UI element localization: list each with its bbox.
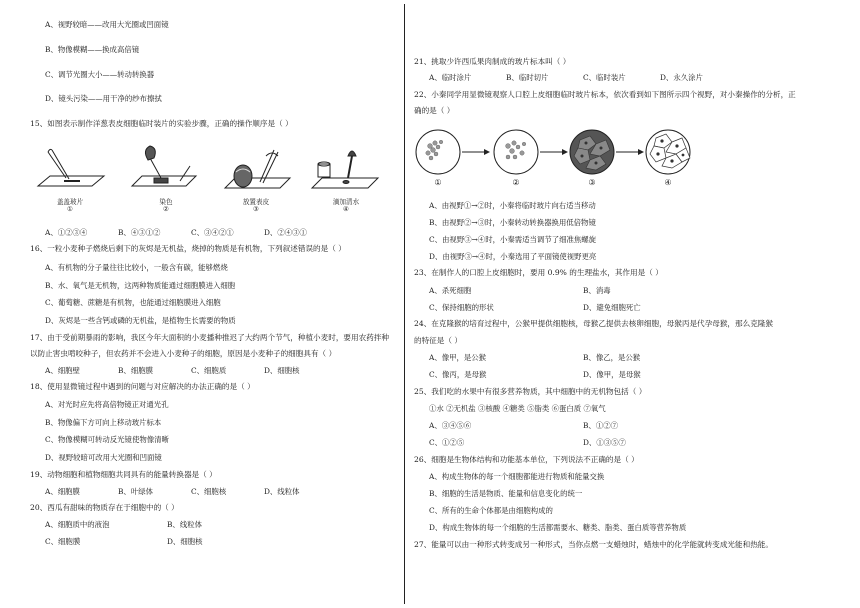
q23-option-d: D、避免细胞死亡 — [583, 303, 641, 312]
q15-option-d: D、②④③① — [264, 228, 307, 237]
q19-stem: 19、动物细胞和植物细胞共同具有的能量转换器是（ ） — [30, 470, 217, 479]
q24-option-b: B、像乙，是公猴 — [583, 353, 641, 362]
view-1 — [416, 130, 460, 174]
q21-option-a: A、临时涂片 — [429, 73, 472, 82]
q18-option-d: D、视野较暗可改用大光圈和凹面镜 — [45, 453, 162, 462]
q18-stem: 18、使用显微镜过程中遇到的问题与对应解决的办法正确的是（ ） — [30, 382, 255, 391]
q18-option-b: B、物像偏下方可向上移动玻片标本 — [45, 418, 162, 427]
q20-option-b: B、线粒体 — [167, 520, 202, 529]
q25-stem: 25、我们吃的水果中有很多营养物质，其中细胞中的无机物包括（ ） — [414, 387, 647, 396]
step-number-3: ③ — [253, 205, 259, 213]
q21-option-c: C、临时装片 — [583, 73, 626, 82]
q24-stem-line1: 24、在克隆猴的培育过程中，公猴甲提供细胞核，母猴乙提供去核卵细胞，母猴丙是代孕母猴，那么克隆猴 — [414, 319, 773, 328]
q26-option-b: B、细胞的生活是物质、能量和信息变化的统一 — [429, 489, 583, 498]
q26-option-c: C、所有的生命个体都是由细胞构成的 — [429, 506, 553, 515]
q14-option-b: B、物像模糊——换成高倍镜 — [45, 45, 140, 54]
q19-option-d: D、线粒体 — [264, 487, 300, 496]
q18-option-c: C、物像模糊可转动反光镜使物像清晰 — [45, 435, 169, 444]
q14-option-c: C、调节光圈大小——转动转换器 — [45, 70, 155, 79]
q17-option-c: C、细胞质 — [191, 366, 227, 375]
q17-option-b: B、细胞膜 — [118, 366, 153, 375]
view-4 — [646, 130, 690, 174]
adding-water-drawing — [312, 151, 378, 188]
q14-option-d: D、镜头污染——用干净的纱布擦拭 — [45, 94, 162, 103]
q21-option-d: D、永久涂片 — [660, 73, 703, 82]
q20-option-c: C、细胞膜 — [45, 537, 81, 546]
q20-stem: 20、西瓜有甜味的物质存在于细胞中的（ ） — [30, 503, 179, 512]
step-number-4: ④ — [343, 205, 349, 213]
q22-option-a: A、由视野①→②时，小秦将临时玻片向右适当移动 — [429, 201, 596, 210]
q21-option-b: B、临时切片 — [506, 73, 549, 82]
q17-stem-line1: 17、由于受前期暴雨的影响，我区今年大面积的小麦播种推迟了大约两个节气，种植小麦时，要用农药拌种 — [30, 333, 389, 342]
step-label-3: 放置表皮 — [242, 198, 270, 206]
q22-stem-line2: 确的是（ ） — [414, 106, 455, 115]
q22-option-d: D、由视野③→④时，小秦选用了平面镜使视野更亮 — [429, 252, 597, 261]
q24-stem-line2: 的特征是（ ） — [414, 336, 462, 345]
q23-stem: 23、在制作人的口腔上皮细胞时，要用 0.9% 的生理盐水，其作用是（ ） — [414, 268, 663, 277]
q20-option-a: A、细胞质中的液泡 — [45, 520, 110, 529]
q25-option-d: D、①③⑤⑦ — [583, 438, 626, 447]
q17-option-a: A、细胞壁 — [45, 366, 80, 375]
q26-stem: 26、细胞是生物体结构和功能基本单位，下列说法不正确的是（ ） — [414, 455, 639, 464]
view-number-1: ① — [434, 178, 442, 187]
left-column — [30, 0, 400, 608]
q14-option-a: A、视野较暗——改用大光圈或凹面镜 — [45, 20, 169, 29]
q23-option-a: A、杀死细胞 — [429, 286, 472, 295]
q16-stem: 16、一粒小麦种子燃烧后剩下的灰烬是无机盐，烧掉的物质是有机物，下列叙述错误的是（ ） — [30, 244, 346, 253]
q24-option-c: C、像丙，是母猴 — [429, 370, 487, 379]
q19-option-c: C、细胞核 — [191, 487, 227, 496]
q16-option-c: C、葡萄糖、蔗糖是有机物，也能通过细胞膜进入细胞 — [45, 298, 221, 307]
q22-stem-line1: 22、小秦同学用显微镜观察人口腔上皮细胞临时玻片标本，依次看到如下图所示四个视野，对小秦操作的分析，正 — [414, 90, 796, 99]
q21-stem: 21、挑取少许西瓜果肉制成的玻片标本叫（ ） — [414, 57, 571, 66]
step-number-2: ② — [163, 205, 169, 213]
q17-stem-line2: 以防止害虫啃咬种子，但农药并不会进入小麦种子的细胞，原因是小麦种子的细胞具有（ ） — [30, 349, 337, 358]
q15-option-a: A、①②③④ — [45, 228, 88, 237]
column-divider — [404, 4, 405, 604]
q25-option-a: A、③④⑤⑥ — [429, 421, 472, 430]
q19-option-a: A、细胞膜 — [45, 487, 80, 496]
view-number-4: ④ — [664, 178, 672, 187]
q17-option-d: D、细胞核 — [264, 366, 300, 375]
step-label-2: 染色 — [159, 198, 173, 206]
q16-option-b: B、水、氧气是无机物，这两种物质能通过细胞膜进入细胞 — [45, 281, 236, 290]
q25-items: ①水 ②无机盐 ③核酸 ④糖类 ⑤脂类 ⑥蛋白质 ⑦氧气 — [429, 404, 606, 413]
q15-option-b: B、④③①② — [118, 228, 161, 237]
placing-epidermis-drawing — [225, 150, 290, 188]
q26-option-d: D、构成生物体的每一个细胞的生活都需要水、糖类、脂类、蛋白质等营养物质 — [429, 523, 687, 532]
step-number-1: ① — [67, 205, 73, 213]
q24-option-a: A、像甲，是公猴 — [429, 353, 487, 362]
view-number-3: ③ — [588, 178, 596, 187]
staining-drawing — [132, 146, 196, 186]
step-label-4: 滴加清水 — [332, 198, 360, 206]
q23-option-c: C、保持细胞的形状 — [429, 303, 494, 312]
cover-slip-drawing — [38, 149, 104, 186]
q22-option-b: B、由视野②→③时，小秦转动转换器换用低倍物镜 — [429, 218, 596, 227]
q22-microscope-views — [414, 124, 834, 184]
right-column — [414, 0, 834, 608]
q26-option-a: A、构成生物体的每一个细胞都能进行物质和能量交换 — [429, 472, 605, 481]
view-number-2: ② — [512, 178, 520, 187]
q24-option-d: D、像甲，是母猴 — [583, 370, 641, 379]
q16-option-a: A、有机物的分子量往往比较小，一般含有碳，能够燃烧 — [45, 263, 228, 272]
q18-option-a: A、对光时应先将高倍物镜正对通光孔 — [45, 400, 169, 409]
q15-stem: 15、如图表示制作洋葱表皮细胞临时装片的实验步骤，正确的操作顺序是（ ） — [30, 119, 293, 128]
view-3 — [570, 130, 614, 174]
view-2 — [494, 130, 538, 174]
q27-stem: 27、能量可以由一种形式转变成另一种形式，当你点燃一支蜡烛时，蜡烛中的化学能就转变成光能和热能。 — [414, 540, 773, 549]
q20-option-d: D、细胞核 — [167, 537, 203, 546]
q23-option-b: B、消毒 — [583, 286, 611, 295]
q22-option-c: C、由视野③→④时，小秦需适当调节了细准焦螺旋 — [429, 235, 597, 244]
q16-option-d: D、灰烬是一些含钙或磷的无机盐，是植物生长需要的物质 — [45, 316, 236, 325]
q15-option-c: C、③④②① — [191, 228, 234, 237]
q25-option-c: C、①②⑤ — [429, 438, 465, 447]
step-label-1: 盖盖玻片 — [56, 198, 84, 206]
q19-option-b: B、叶绿体 — [118, 487, 153, 496]
q25-option-b: B、①②⑦ — [583, 421, 618, 430]
